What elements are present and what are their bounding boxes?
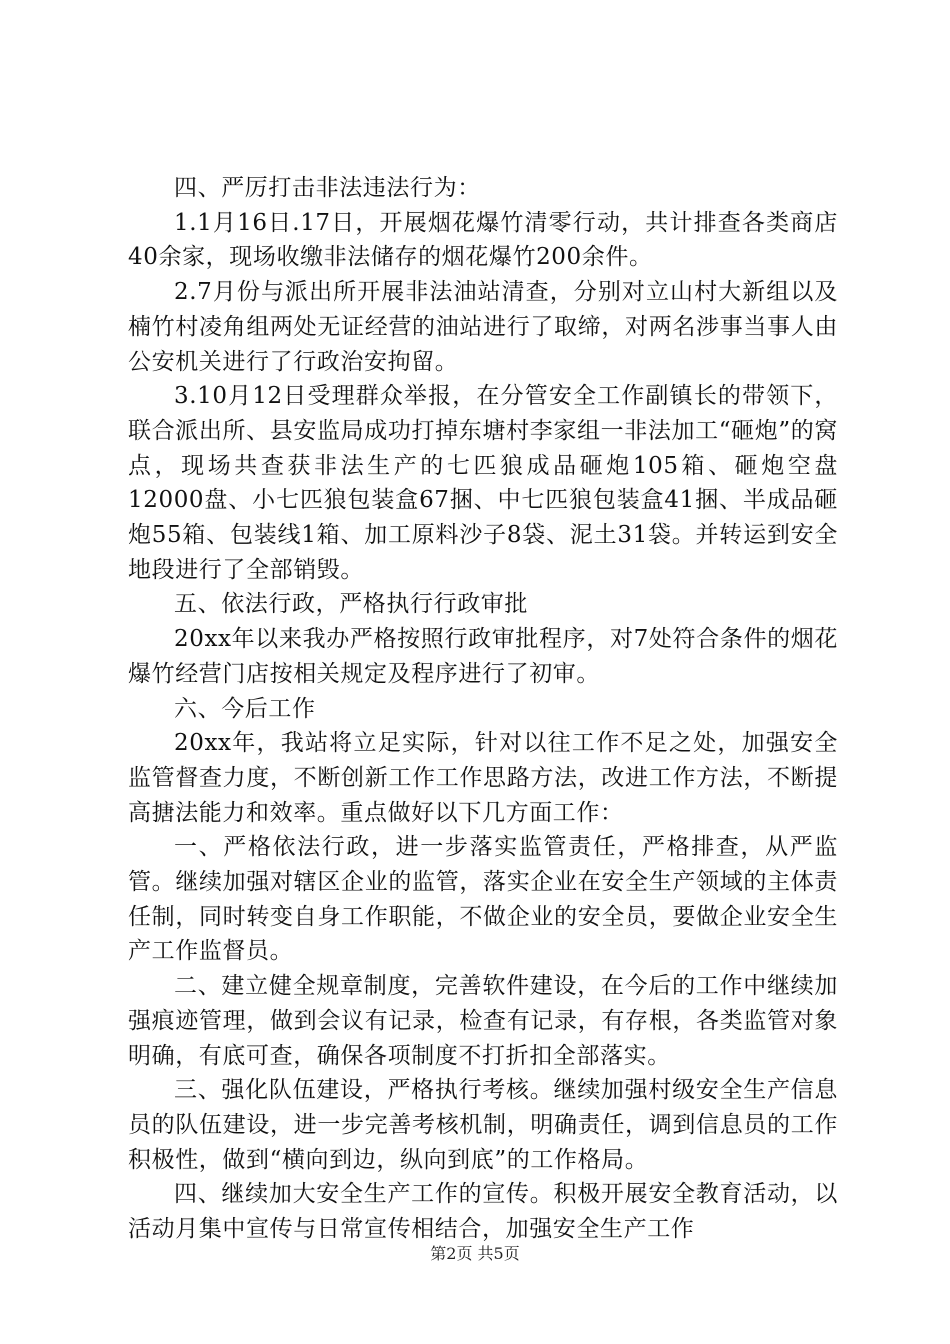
page-number-footer: 第2页 共5页 — [430, 1244, 520, 1263]
paragraph-illegal-workshop: 3.10月12日受理群众举报，在分管安全工作副镇长的带领下，联合派出所、县安监局成功打掉东塘村李家组一非法加工“砸炮”的窝点，现场共查获非法生产的七匹狼成品砸炮105箱、砸炮空盘12000盘、小七匹狼包装盒67捆、中七匹狼包装盒41捆、半成品砸炮55箱、包装线1箱、加工原料沙子8袋、泥土31袋。并转运到安全地段进行了全部销毁。 — [128, 383, 838, 583]
paragraph-fireworks-clearance: 1.1月16日.17日，开展烟花爆竹清零行动，共计排查各类商店40余家，现场收缴非法储存的烟花爆竹200余件。 — [128, 209, 838, 271]
paragraph-approval: 20xx年以来我办严格按照行政审批程序，对7处符合条件的烟花爆竹经营门店按相关规定及程序进行了初审。 — [128, 626, 838, 687]
paragraph-oil-station-inspection: 2.7月份与派出所开展非法油站清查，分别对立山村大新组以及楠竹村凌角组两处无证经营的油站进行了取缔，对两名涉事当事人由公安机关进行了行政治安拘留。 — [128, 279, 838, 375]
paragraph-future-item-2: 二、建立健全规章制度，完善软件建设，在今后的工作中继续加强痕迹管理，做到会议有记录，检查有记录，有存根，各类监管对象明确，有底可查，确保各项制度不打折扣全部落实。 — [128, 973, 838, 1069]
section-heading-administration: 五、依法行政，严格执行行政审批 — [174, 591, 528, 618]
section-heading-crackdown: 四、严厉打击非法违法行为： — [174, 175, 481, 201]
section-heading-future-work: 六、今后工作 — [174, 695, 316, 722]
paragraph-future-item-1: 一、严格依法行政，进一步落实监管责任，严格排查，从严监管。继续加强对辖区企业的监管，落实企业在安全生产领域的主体责任制，同时转变自身工作职能，不做企业的安全员，要做企业安全生产工作监督员。 — [128, 834, 838, 965]
paragraph-future-item-3: 三、强化队伍建设，严格执行考核。继续加强村级安全生产信息员的队伍建设，进一步完善考核机制，明确责任，调到信息员的工作积极性，做到“横向到边，纵向到底”的工作格局。 — [128, 1077, 838, 1173]
document-body — [128, 171, 838, 1247]
paragraph-future-overview: 20xx年，我站将立足实际，针对以往工作不足之处，加强安全监管督查力度，不断创新工作工作思路方法，改进工作方法，不断提高搪法能力和效率。重点做好以下几方面工作： — [128, 730, 838, 826]
paragraph-future-item-4: 四、继续加大安全生产工作的宣传。积极开展安全教育活动，以活动月集中宣传与日常宣传相结合，加强安全生产工作 — [128, 1181, 838, 1243]
